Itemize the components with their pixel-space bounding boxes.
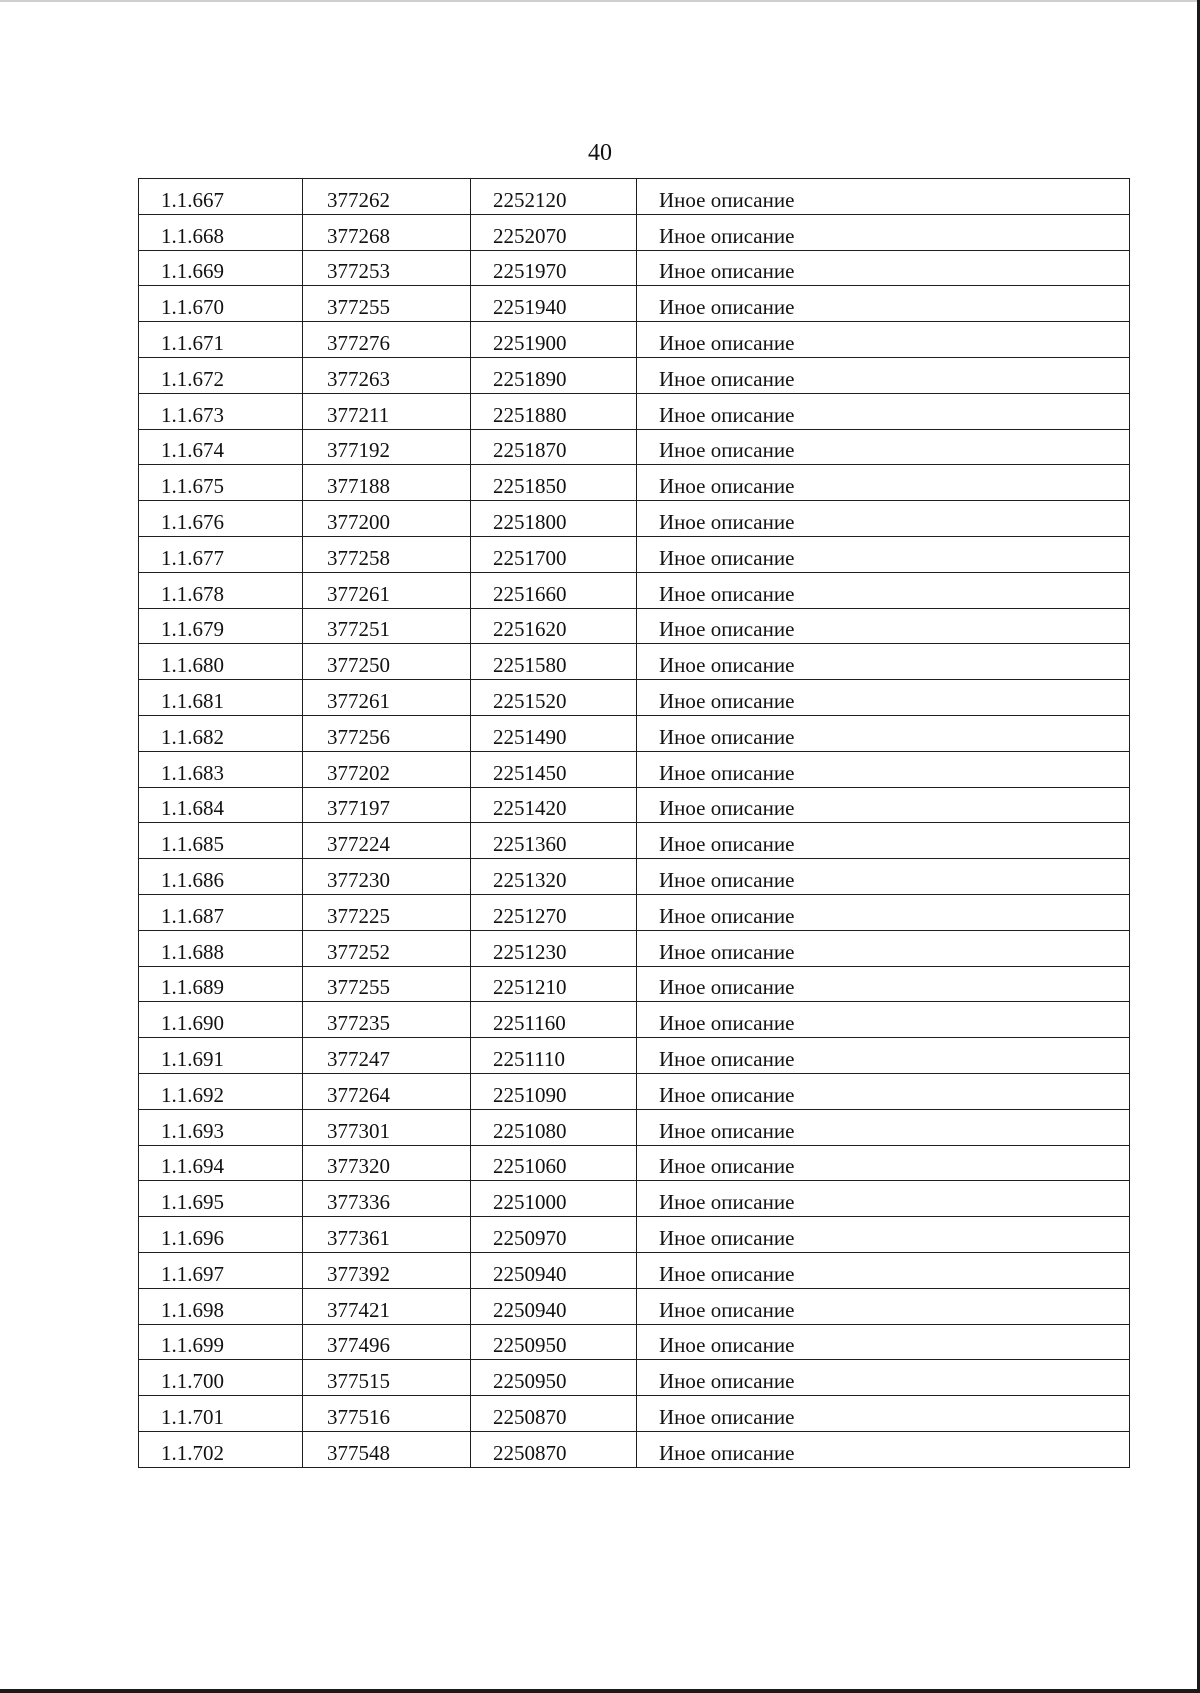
cell-point-number: 1.1.668 xyxy=(139,214,303,250)
table-row xyxy=(139,859,1130,895)
scan-edge-top xyxy=(0,0,1200,2)
cell-description: Иное описание xyxy=(637,1038,1130,1074)
cell-y-coordinate: 2252070 xyxy=(471,214,637,250)
cell-y-coordinate: 2251620 xyxy=(471,608,637,644)
cell-y-coordinate: 2251490 xyxy=(471,715,637,751)
cell-description: Иное описание xyxy=(637,1324,1130,1360)
cell-point-number: 1.1.671 xyxy=(139,322,303,358)
cell-point-number: 1.1.701 xyxy=(139,1396,303,1432)
cell-x-coordinate: 377361 xyxy=(303,1217,471,1253)
cell-point-number: 1.1.682 xyxy=(139,715,303,751)
cell-description: Иное описание xyxy=(637,787,1130,823)
cell-y-coordinate: 2251580 xyxy=(471,644,637,680)
cell-y-coordinate: 2251090 xyxy=(471,1073,637,1109)
table-row xyxy=(139,680,1130,716)
cell-point-number: 1.1.696 xyxy=(139,1217,303,1253)
cell-y-coordinate: 2251160 xyxy=(471,1002,637,1038)
cell-point-number: 1.1.694 xyxy=(139,1145,303,1181)
cell-description: Иное описание xyxy=(637,823,1130,859)
cell-point-number: 1.1.702 xyxy=(139,1431,303,1467)
cell-point-number: 1.1.690 xyxy=(139,1002,303,1038)
cell-y-coordinate: 2251450 xyxy=(471,751,637,787)
cell-description: Иное описание xyxy=(637,1217,1130,1253)
cell-point-number: 1.1.674 xyxy=(139,429,303,465)
cell-y-coordinate: 2251210 xyxy=(471,966,637,1002)
table-row xyxy=(139,572,1130,608)
cell-description: Иное описание xyxy=(637,250,1130,286)
cell-y-coordinate: 2251420 xyxy=(471,787,637,823)
cell-y-coordinate: 2251660 xyxy=(471,572,637,608)
cell-point-number: 1.1.676 xyxy=(139,501,303,537)
table-row xyxy=(139,501,1130,537)
cell-description: Иное описание xyxy=(637,608,1130,644)
cell-x-coordinate: 377516 xyxy=(303,1396,471,1432)
cell-point-number: 1.1.673 xyxy=(139,393,303,429)
cell-x-coordinate: 377320 xyxy=(303,1145,471,1181)
cell-point-number: 1.1.670 xyxy=(139,286,303,322)
cell-x-coordinate: 377250 xyxy=(303,644,471,680)
cell-x-coordinate: 377336 xyxy=(303,1181,471,1217)
cell-x-coordinate: 377235 xyxy=(303,1002,471,1038)
cell-description: Иное описание xyxy=(637,1109,1130,1145)
cell-point-number: 1.1.678 xyxy=(139,572,303,608)
cell-point-number: 1.1.698 xyxy=(139,1288,303,1324)
cell-x-coordinate: 377276 xyxy=(303,322,471,358)
cell-point-number: 1.1.683 xyxy=(139,751,303,787)
cell-x-coordinate: 377224 xyxy=(303,823,471,859)
cell-point-number: 1.1.686 xyxy=(139,859,303,895)
coordinates-table xyxy=(138,178,1130,1468)
table-row xyxy=(139,1288,1130,1324)
cell-x-coordinate: 377392 xyxy=(303,1252,471,1288)
table-row xyxy=(139,1073,1130,1109)
table-row xyxy=(139,1002,1130,1038)
cell-point-number: 1.1.700 xyxy=(139,1360,303,1396)
cell-point-number: 1.1.684 xyxy=(139,787,303,823)
cell-description: Иное описание xyxy=(637,393,1130,429)
cell-description: Иное описание xyxy=(637,751,1130,787)
cell-x-coordinate: 377262 xyxy=(303,179,471,215)
cell-point-number: 1.1.679 xyxy=(139,608,303,644)
cell-point-number: 1.1.691 xyxy=(139,1038,303,1074)
table-row xyxy=(139,823,1130,859)
cell-x-coordinate: 377256 xyxy=(303,715,471,751)
cell-description: Иное описание xyxy=(637,429,1130,465)
cell-y-coordinate: 2251870 xyxy=(471,429,637,465)
table-row xyxy=(139,179,1130,215)
cell-y-coordinate: 2251360 xyxy=(471,823,637,859)
table-row xyxy=(139,644,1130,680)
cell-point-number: 1.1.685 xyxy=(139,823,303,859)
cell-y-coordinate: 2250950 xyxy=(471,1324,637,1360)
cell-x-coordinate: 377548 xyxy=(303,1431,471,1467)
table-row xyxy=(139,894,1130,930)
cell-description: Иное описание xyxy=(637,1145,1130,1181)
cell-y-coordinate: 2251520 xyxy=(471,680,637,716)
cell-x-coordinate: 377225 xyxy=(303,894,471,930)
table-row xyxy=(139,608,1130,644)
table-row xyxy=(139,322,1130,358)
cell-x-coordinate: 377200 xyxy=(303,501,471,537)
table-row xyxy=(139,429,1130,465)
cell-y-coordinate: 2251970 xyxy=(471,250,637,286)
cell-y-coordinate: 2250950 xyxy=(471,1360,637,1396)
cell-description: Иное описание xyxy=(637,1431,1130,1467)
cell-x-coordinate: 377188 xyxy=(303,465,471,501)
cell-x-coordinate: 377301 xyxy=(303,1109,471,1145)
cell-point-number: 1.1.675 xyxy=(139,465,303,501)
cell-x-coordinate: 377515 xyxy=(303,1360,471,1396)
table-row xyxy=(139,214,1130,250)
cell-description: Иное описание xyxy=(637,1252,1130,1288)
cell-x-coordinate: 377261 xyxy=(303,572,471,608)
cell-x-coordinate: 377211 xyxy=(303,393,471,429)
table-row xyxy=(139,357,1130,393)
cell-x-coordinate: 377202 xyxy=(303,751,471,787)
cell-description: Иное описание xyxy=(637,680,1130,716)
cell-y-coordinate: 2251110 xyxy=(471,1038,637,1074)
table-row xyxy=(139,1252,1130,1288)
cell-point-number: 1.1.692 xyxy=(139,1073,303,1109)
cell-description: Иное описание xyxy=(637,536,1130,572)
cell-y-coordinate: 2250940 xyxy=(471,1252,637,1288)
cell-description: Иное описание xyxy=(637,930,1130,966)
cell-description: Иное описание xyxy=(637,1288,1130,1324)
cell-y-coordinate: 2250970 xyxy=(471,1217,637,1253)
cell-x-coordinate: 377268 xyxy=(303,214,471,250)
cell-y-coordinate: 2250870 xyxy=(471,1431,637,1467)
cell-description: Иное описание xyxy=(637,465,1130,501)
table-row xyxy=(139,250,1130,286)
cell-x-coordinate: 377261 xyxy=(303,680,471,716)
table-row xyxy=(139,1109,1130,1145)
table-body xyxy=(139,179,1130,1468)
cell-description: Иное описание xyxy=(637,644,1130,680)
cell-x-coordinate: 377421 xyxy=(303,1288,471,1324)
cell-y-coordinate: 2251850 xyxy=(471,465,637,501)
table-row xyxy=(139,1396,1130,1432)
page-number: 40 xyxy=(588,140,612,166)
cell-point-number: 1.1.693 xyxy=(139,1109,303,1145)
table-row xyxy=(139,1431,1130,1467)
cell-description: Иное описание xyxy=(637,322,1130,358)
cell-x-coordinate: 377251 xyxy=(303,608,471,644)
cell-point-number: 1.1.677 xyxy=(139,536,303,572)
cell-y-coordinate: 2252120 xyxy=(471,179,637,215)
table-row xyxy=(139,393,1130,429)
cell-y-coordinate: 2251320 xyxy=(471,859,637,895)
table-row xyxy=(139,1360,1130,1396)
cell-y-coordinate: 2251800 xyxy=(471,501,637,537)
cell-x-coordinate: 377230 xyxy=(303,859,471,895)
table-row xyxy=(139,465,1130,501)
cell-x-coordinate: 377247 xyxy=(303,1038,471,1074)
cell-x-coordinate: 377264 xyxy=(303,1073,471,1109)
cell-y-coordinate: 2251940 xyxy=(471,286,637,322)
cell-point-number: 1.1.697 xyxy=(139,1252,303,1288)
table-row xyxy=(139,751,1130,787)
cell-x-coordinate: 377255 xyxy=(303,966,471,1002)
cell-x-coordinate: 377192 xyxy=(303,429,471,465)
cell-x-coordinate: 377253 xyxy=(303,250,471,286)
cell-x-coordinate: 377255 xyxy=(303,286,471,322)
cell-point-number: 1.1.681 xyxy=(139,680,303,716)
cell-y-coordinate: 2251060 xyxy=(471,1145,637,1181)
scan-edge-bottom xyxy=(0,1689,1200,1693)
cell-description: Иное описание xyxy=(637,894,1130,930)
cell-x-coordinate: 377263 xyxy=(303,357,471,393)
cell-point-number: 1.1.687 xyxy=(139,894,303,930)
cell-point-number: 1.1.688 xyxy=(139,930,303,966)
cell-point-number: 1.1.672 xyxy=(139,357,303,393)
cell-y-coordinate: 2251230 xyxy=(471,930,637,966)
cell-x-coordinate: 377197 xyxy=(303,787,471,823)
cell-y-coordinate: 2251880 xyxy=(471,393,637,429)
table-row xyxy=(139,715,1130,751)
cell-description: Иное описание xyxy=(637,859,1130,895)
cell-description: Иное описание xyxy=(637,1396,1130,1432)
cell-y-coordinate: 2251890 xyxy=(471,357,637,393)
cell-x-coordinate: 377496 xyxy=(303,1324,471,1360)
cell-y-coordinate: 2250870 xyxy=(471,1396,637,1432)
cell-description: Иное описание xyxy=(637,715,1130,751)
cell-point-number: 1.1.695 xyxy=(139,1181,303,1217)
cell-description: Иное описание xyxy=(637,1360,1130,1396)
cell-description: Иное описание xyxy=(637,501,1130,537)
cell-point-number: 1.1.680 xyxy=(139,644,303,680)
table-row xyxy=(139,1324,1130,1360)
table-row xyxy=(139,787,1130,823)
cell-y-coordinate: 2250940 xyxy=(471,1288,637,1324)
table-row xyxy=(139,930,1130,966)
cell-point-number: 1.1.667 xyxy=(139,179,303,215)
cell-description: Иное описание xyxy=(637,357,1130,393)
cell-y-coordinate: 2251000 xyxy=(471,1181,637,1217)
cell-point-number: 1.1.669 xyxy=(139,250,303,286)
cell-y-coordinate: 2251270 xyxy=(471,894,637,930)
cell-description: Иное описание xyxy=(637,966,1130,1002)
cell-description: Иное описание xyxy=(637,1181,1130,1217)
table-row xyxy=(139,1038,1130,1074)
table-row xyxy=(139,966,1130,1002)
cell-description: Иное описание xyxy=(637,179,1130,215)
cell-y-coordinate: 2251900 xyxy=(471,322,637,358)
cell-x-coordinate: 377252 xyxy=(303,930,471,966)
cell-x-coordinate: 377258 xyxy=(303,536,471,572)
table-row xyxy=(139,1181,1130,1217)
cell-description: Иное описание xyxy=(637,1073,1130,1109)
table-row xyxy=(139,536,1130,572)
cell-point-number: 1.1.689 xyxy=(139,966,303,1002)
cell-description: Иное описание xyxy=(637,1002,1130,1038)
cell-point-number: 1.1.699 xyxy=(139,1324,303,1360)
cell-description: Иное описание xyxy=(637,286,1130,322)
table-row xyxy=(139,286,1130,322)
cell-y-coordinate: 2251700 xyxy=(471,536,637,572)
cell-y-coordinate: 2251080 xyxy=(471,1109,637,1145)
table-row xyxy=(139,1145,1130,1181)
cell-description: Иное описание xyxy=(637,572,1130,608)
table-row xyxy=(139,1217,1130,1253)
cell-description: Иное описание xyxy=(637,214,1130,250)
